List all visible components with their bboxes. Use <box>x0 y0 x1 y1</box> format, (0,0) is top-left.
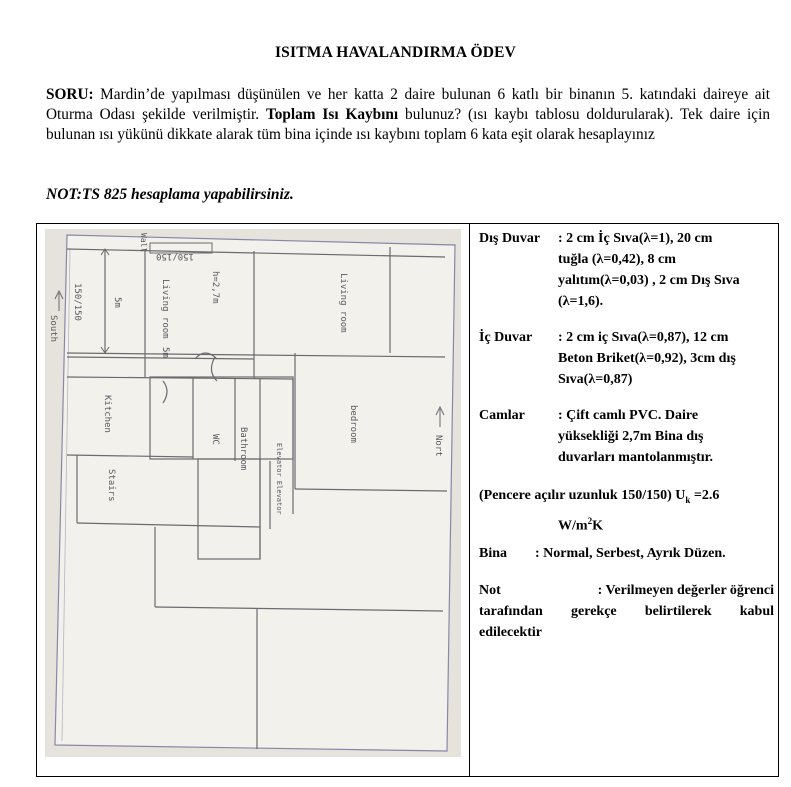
label-height: h=2,7m <box>210 271 220 304</box>
spec-not-label: Not <box>479 583 501 598</box>
label-kitchen: Kitchen <box>102 395 112 433</box>
spec-pencere-superscript: 2 <box>587 515 593 526</box>
spec-camlar-label: Camlar <box>479 408 525 423</box>
spec-dis-duvar <box>479 228 774 312</box>
label-north: Nort <box>433 435 443 457</box>
spec-ic-duvar-line-2: Beton Briket(λ=0,92), 3cm dış <box>558 351 736 366</box>
spec-camlar <box>479 405 774 468</box>
spec-dis-duvar-label: Dış Duvar <box>479 231 541 246</box>
spec-pencere-line-1: (Pencere açılır uzunluk 150/150) U <box>479 488 686 503</box>
spec-pencere-subscript: k <box>685 494 691 505</box>
spec-dis-duvar-line-4: (λ=1,6). <box>558 294 604 309</box>
question-text-1: Mardin’de yapılması düşünülen ve her katta 2 daire bulunan 6 katlı bir binanın 5. katındaki daireye ait Oturma Odası şekilde verilmiştir. <box>46 86 770 123</box>
spec-pencere-unit-k: K <box>592 518 603 534</box>
spec-bina <box>479 543 774 564</box>
floor-plan-image <box>45 229 461 757</box>
spec-not-line-1: : Verilmeyen değerler öğrenci <box>597 583 774 598</box>
spec-not-line-2: tarafından gerekçe belirtilerek kabul <box>479 604 774 619</box>
label-wall-mark: Wall <box>139 233 148 253</box>
label-win-2: 150/150 <box>72 283 82 321</box>
spec-pencere-value: =2.6 <box>690 488 720 503</box>
question-label: SORU: <box>46 86 94 103</box>
spec-camlar-line-2: yüksekliği 2,7m Bina dış <box>558 429 704 444</box>
label-elevator: Elevator Elevator <box>275 443 283 515</box>
spec-ic-duvar-line-3: Sıva(λ=0,87) <box>558 372 633 387</box>
spec-pencere <box>479 485 774 536</box>
label-living-room-1: Living room <box>160 279 170 339</box>
spec-ic-duvar <box>479 327 774 390</box>
question-bold-text: Toplam Isı Kaybını <box>265 106 399 123</box>
spec-bina-value: : Normal, Serbest, Ayrık Düzen. <box>535 546 726 561</box>
label-win-1: 150/150 <box>156 251 194 261</box>
spec-pencere-unit: W/m <box>558 518 588 534</box>
spec-dis-duvar-line-1: : 2 cm İç Sıva(λ=1), 20 cm <box>558 231 713 246</box>
label-bedroom: bedroom <box>348 405 358 443</box>
label-stairs: Stairs <box>106 469 116 502</box>
label-bathroom: Bathroom <box>238 427 248 471</box>
spec-ic-duvar-line-1: : 2 cm iç Sıva(λ=0,87), 12 cm <box>558 330 729 345</box>
label-dim-5m-1: 5m <box>112 297 122 308</box>
label-living-room-2: Living room <box>338 273 348 333</box>
spec-bina-label: Bina <box>479 546 508 561</box>
spec-camlar-line-1: : Çift camlı PVC. Daire <box>558 408 699 423</box>
question-paragraph <box>46 85 770 145</box>
spec-ic-duvar-label: İç Duvar <box>479 330 533 345</box>
label-south: South <box>48 315 58 343</box>
question-text-2: bulunuz? (ısı kaybı tablosu doldurularak). Tek daire için bulunan ısı yükünü dikkate alarak tüm bina içinde ısı kaybını toplam 6 kata eşit olarak hesaplayınız <box>46 106 770 143</box>
table-divider <box>469 223 470 777</box>
spec-camlar-line-3: duvarları mantolanmıştır. <box>558 450 714 465</box>
spec-dis-duvar-line-3: yalıtım(λ=0,03) , 2 cm Dış Sıva <box>558 273 740 288</box>
label-dim-5m-2: 5m <box>160 347 170 358</box>
spec-not <box>479 580 774 643</box>
spec-not-line-3: edilecektir <box>479 625 542 640</box>
ts825-note: NOT:TS 825 hesaplama yapabilirsiniz. <box>46 186 294 203</box>
label-wc: WC <box>210 434 220 445</box>
spec-dis-duvar-line-2: tuğla (λ=0,42), 8 cm <box>558 252 676 267</box>
document-title: ISITMA HAVALANDIRMA ÖDEV <box>274 44 517 61</box>
